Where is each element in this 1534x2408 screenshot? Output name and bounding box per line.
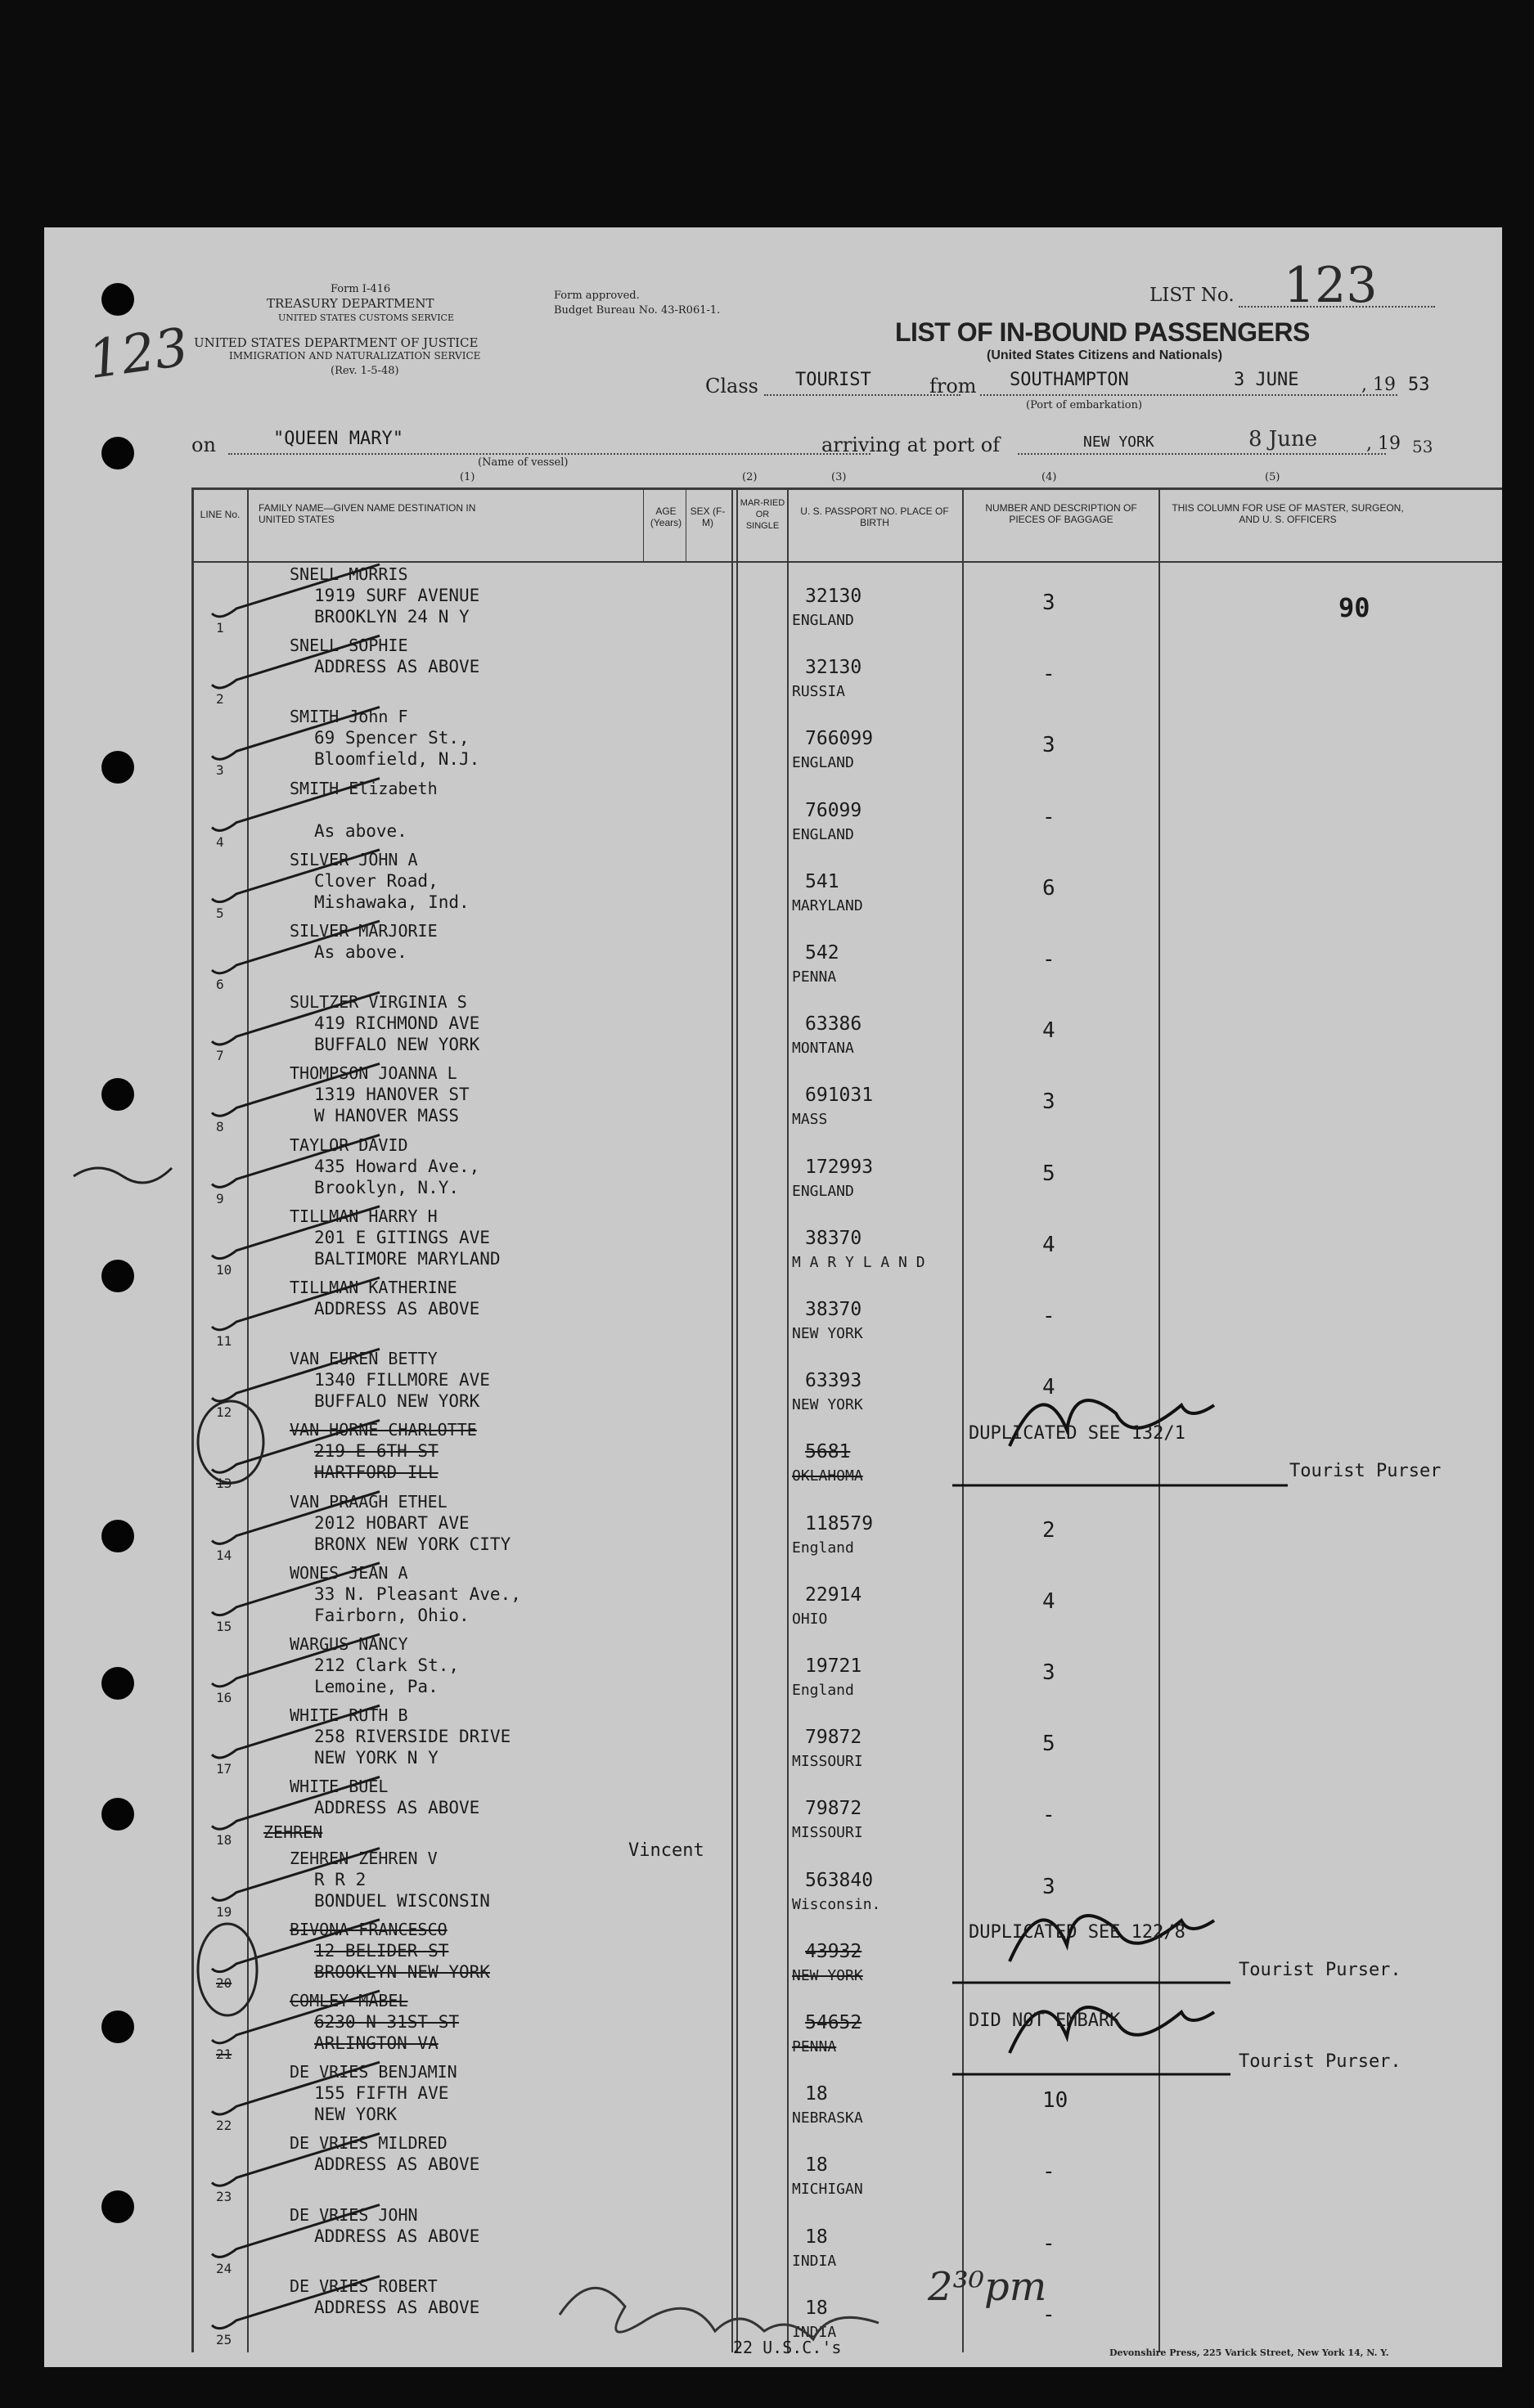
row-passenger-name: SILVER JOHN A	[290, 849, 418, 869]
row-baggage-count: -	[1042, 2159, 1055, 2185]
row-baggage-count: 3	[1042, 1089, 1055, 1115]
departure-year-prefix: , 19	[1361, 375, 1396, 395]
row-passenger-name: VAN PRAAGH ETHEL	[290, 1491, 448, 1512]
row-place-of-birth: MISSOURI	[792, 1753, 863, 1771]
arrival-date: 8 June	[1248, 427, 1318, 452]
row-place-of-birth: Wisconsin.	[792, 1895, 881, 1913]
row-place-of-birth: PENNA	[792, 968, 837, 986]
row-line-number: 5	[216, 905, 224, 921]
row-address-line-1: 1319 HANOVER ST	[314, 1085, 470, 1105]
row-passport-number: 22914	[805, 1584, 862, 1606]
row-passport-number: 38370	[805, 1227, 862, 1249]
form-title: LIST OF IN-BOUND PASSENGERS	[895, 317, 1310, 347]
row-passenger-name: SILVER MARJORIE	[290, 921, 438, 941]
margin-scribble	[74, 1168, 172, 1183]
budget-bureau: Budget Bureau No. 43-R061-1.	[554, 304, 721, 317]
row-passport-number: 18	[805, 2083, 828, 2105]
row-passenger-name: TILLMAN KATHERINE	[290, 1278, 457, 1297]
port-embarkation-caption: (Port of embarkation)	[1026, 399, 1143, 411]
list-no-value: 123	[1284, 257, 1378, 314]
row-baggage-count: 10	[1042, 2088, 1068, 2114]
row-address-line-2: ARLINGTON VA	[314, 2033, 439, 2053]
row-line-number: 9	[216, 1190, 224, 1206]
row-passenger-name: WARGUS NANCY	[290, 1634, 408, 1654]
row-passport-number: 18	[805, 2297, 828, 2319]
row-address-line-1: As above.	[314, 942, 407, 962]
row-passport-number: 541	[805, 870, 839, 892]
row-passport-number: 32130	[805, 657, 862, 679]
row-baggage-count: 3	[1042, 1874, 1055, 1899]
column-number-2: (2)	[742, 471, 758, 483]
row-check-mark	[212, 707, 380, 759]
row-check-mark	[212, 1705, 380, 1758]
header-married: MAR-RIED OR SINGLE	[740, 498, 785, 531]
row-line-number: 18	[216, 1832, 232, 1849]
row-passenger-name: ZEHREN ZEHREN V	[290, 1848, 438, 1868]
header-sex: SEX (F-M)	[690, 505, 726, 528]
row-check-mark	[212, 1063, 380, 1116]
form-sheet	[44, 227, 1502, 2367]
row-line-number: 24	[216, 2260, 232, 2276]
printer-imprint: Devonshire Press, 225 Varick Street, New York 14, N. Y.	[1109, 2347, 1389, 2358]
row-place-of-birth: MARYLAND	[792, 896, 863, 914]
row-baggage-count: 2	[1042, 1517, 1055, 1543]
row-line-number: 8	[216, 1119, 224, 1135]
row-check-mark	[212, 1206, 380, 1259]
row-passenger-name: SNELL SOPHIE	[290, 636, 408, 656]
row-place-of-birth: NEW YORK	[792, 1966, 863, 1984]
row-passenger-name: DE VRIES JOHN	[290, 2204, 418, 2225]
row-check-mark	[212, 1420, 380, 1472]
row-baggage-count: 4	[1042, 1588, 1055, 1614]
did-not-embark-note-21: DID NOT EMBARK	[969, 2010, 1121, 2031]
customs-service: UNITED STATES CUSTOMS SERVICE	[278, 312, 454, 323]
vessel-name: "QUEEN MARY"	[273, 429, 403, 449]
row-address-line-1: ADDRESS AS ABOVE	[314, 2226, 480, 2246]
header-name: FAMILY NAME—GIVEN NAME DESTINATION IN UNITED STATES	[259, 502, 476, 525]
row-line-number: 17	[216, 1761, 232, 1777]
form-number: Form I-416	[331, 283, 391, 295]
row-passenger-name: TAYLOR DAVID	[290, 1134, 408, 1155]
dept-treasury: TREASURY DEPARTMENT	[267, 296, 434, 311]
row-baggage-count: -	[1042, 947, 1055, 972]
from-value: SOUTHAMPTON	[1010, 370, 1129, 390]
arrival-year: 53	[1412, 437, 1433, 456]
zehren-struck-name: ZEHREN	[263, 1822, 323, 1842]
row-address-line-1: 219 E 6TH ST	[314, 1441, 439, 1462]
row-baggage-count: -	[1042, 662, 1055, 687]
row-passport-number: 118579	[805, 1512, 874, 1534]
class-value: TOURIST	[795, 370, 871, 390]
row-passport-number: 5681	[805, 1441, 851, 1463]
row-passport-number: 54652	[805, 2012, 862, 2033]
row-check-mark	[212, 2205, 380, 2258]
row-line-number: 21	[216, 2046, 232, 2062]
row-place-of-birth: MISSOURI	[792, 1824, 863, 1842]
row-line-number: 10	[216, 1261, 232, 1278]
row-passenger-name: BIVONA FRANCESCO	[290, 1919, 448, 1939]
row-check-mark	[212, 992, 380, 1045]
row-passenger-name: THOMPSON JOANNA L	[290, 1063, 457, 1084]
immigration-service: IMMIGRATION AND NATURALIZATION SERVICE	[229, 350, 481, 362]
row-passenger-name: SNELL MORRIS	[290, 564, 408, 584]
purser-label-13: Tourist Purser	[1289, 1461, 1442, 1481]
row-check-mark	[212, 1349, 380, 1401]
row-address-line-2: BROOKLYN NEW YORK	[314, 1961, 490, 1982]
row-baggage-count: 3	[1042, 733, 1055, 758]
row-passenger-name: SULTZER VIRGINIA S	[290, 992, 467, 1013]
row-address-line-2: HARTFORD ILL	[314, 1462, 439, 1483]
row-place-of-birth: ENGLAND	[792, 825, 854, 843]
row-address-line-2: BUFFALO NEW YORK	[314, 1391, 480, 1412]
row-place-of-birth: MASS	[792, 1111, 828, 1129]
row-place-of-birth: England	[792, 1682, 854, 1699]
row-line-number: 16	[216, 1690, 232, 1705]
row-place-of-birth: OHIO	[792, 1610, 828, 1628]
row-passport-number: 38370	[805, 1299, 862, 1320]
row-place-of-birth: NEBRASKA	[792, 2109, 863, 2127]
row-line-number: 7	[216, 1048, 224, 1064]
row-address-line-1: 435 Howard Ave.,	[314, 1156, 480, 1176]
row-passport-number: 766099	[805, 728, 874, 750]
row-address-line-1: 1919 SURF AVENUE	[314, 586, 480, 605]
row-passport-number: 18	[805, 2226, 828, 2248]
row-address-line-1: 212 Clark St.,	[314, 1656, 460, 1675]
row-place-of-birth: PENNA	[792, 2038, 837, 2055]
row-check-mark	[212, 779, 380, 831]
row-baggage-count: -	[1042, 2231, 1055, 2256]
row-passenger-name: WHITE RUTH B	[290, 1705, 408, 1726]
row-passport-number: 172993	[805, 1156, 874, 1178]
row-passport-number: 43932	[805, 1940, 862, 1962]
row-address-line-2: BONDUEL WISCONSIN	[314, 1890, 490, 1911]
row-address-line-2: BALTIMORE MARYLAND	[314, 1248, 501, 1269]
row-baggage-count: -	[1042, 2302, 1055, 2327]
row-line-number: 25	[216, 2331, 232, 2347]
row-line-number: 13	[216, 1476, 232, 1492]
zehren-given-name: Vincent	[628, 1840, 704, 1861]
row-address-line-2: Fairborn, Ohio.	[314, 1605, 470, 1625]
row-place-of-birth: NEW YORK	[792, 1325, 863, 1342]
duplicated-note-13: DUPLICATED SEE 132/1	[969, 1423, 1185, 1444]
row-line-number: 20	[216, 1974, 232, 1991]
row-passenger-name: COMLEY MABEL	[290, 1991, 408, 2010]
row-baggage-count: 5	[1042, 1161, 1055, 1186]
signature-mark	[560, 2288, 879, 2339]
row-passenger-name: SMITH John F	[290, 707, 408, 727]
row-place-of-birth: INDIA	[792, 2252, 837, 2270]
row-line-number: 11	[216, 1333, 232, 1349]
row-baggage-count: 4	[1042, 1018, 1055, 1044]
row-line-number: 22	[216, 2118, 232, 2134]
duplicated-note-20: DUPLICATED SEE 122/8	[969, 1922, 1185, 1943]
row-check-mark	[212, 1278, 380, 1330]
row-passenger-name: VAN HORNE CHARLOTTE	[290, 1420, 477, 1440]
row-passport-number: 79872	[805, 1727, 862, 1749]
row-passport-number: 63393	[805, 1370, 862, 1392]
departure-day-month: 3 JUNE	[1234, 370, 1299, 390]
row-address-line-2: NEW YORK N Y	[314, 1748, 439, 1768]
row-line-number: 19	[216, 1903, 232, 1920]
row-passenger-name: WHITE BUEL	[290, 1777, 389, 1797]
departure-year: 53	[1408, 375, 1430, 395]
row-passenger-name: DE VRIES MILDRED	[290, 2133, 448, 2154]
form-subtitle: (United States Citizens and Nationals)	[987, 348, 1223, 362]
row-baggage-count: 3	[1042, 1660, 1055, 1685]
footer-usc: 22 U.S.C.'s	[733, 2338, 842, 2357]
row-check-mark	[212, 1492, 380, 1544]
row-line-number: 12	[216, 1404, 232, 1421]
row-address-line-1: 419 RICHMOND AVE	[314, 1013, 480, 1034]
purser-label-21: Tourist Purser.	[1239, 2051, 1401, 2072]
circle-mark	[198, 1401, 263, 1483]
row-place-of-birth: MONTANA	[792, 1040, 854, 1058]
row-passport-number: 542	[805, 942, 839, 964]
row-check-mark	[212, 1135, 380, 1188]
header-line-no: LINE No.	[200, 509, 241, 520]
dept-justice: UNITED STATES DEPARTMENT OF JUSTICE	[194, 335, 479, 350]
row-place-of-birth: INDIA	[792, 2323, 837, 2341]
row-check-mark	[212, 2276, 380, 2329]
row-address-line-2: BROOKLYN 24 N Y	[314, 607, 470, 627]
header-baggage: NUMBER AND DESCRIPTION OF PIECES OF BAGGAGE	[985, 502, 1137, 525]
row-check-mark	[212, 1991, 380, 2043]
row-passport-number: 563840	[805, 1869, 874, 1891]
officer-note: 90	[1338, 592, 1370, 623]
row-passenger-name: SMITH Elizabeth	[290, 778, 438, 798]
header-officers: THIS COLUMN FOR USE OF MASTER, SURGEON, AND U. S. OFFICERS	[1172, 502, 1404, 525]
margin-list-number: 123	[84, 317, 192, 392]
row-address-line-1: ADDRESS AS ABOVE	[314, 1798, 480, 1818]
row-place-of-birth: England	[792, 1539, 854, 1557]
arrival-port: NEW YORK	[1083, 434, 1154, 451]
row-passenger-name: DE VRIES ROBERT	[290, 2275, 438, 2296]
row-address-line-1: 69 Spencer St.,	[314, 728, 470, 748]
row-address-line-1: ADDRESS AS ABOVE	[314, 2154, 480, 2175]
row-line-number: 15	[216, 1618, 232, 1634]
row-check-mark	[212, 1777, 380, 1829]
row-line-number: 23	[216, 2189, 232, 2205]
row-baggage-count: -	[1042, 1304, 1055, 1328]
row-address-line-1: Clover Road,	[314, 870, 439, 891]
row-place-of-birth: M A R Y L A N D	[792, 1253, 925, 1271]
row-address-line-2: W HANOVER MASS	[314, 1106, 460, 1126]
row-passport-number: 19721	[805, 1656, 862, 1677]
row-address-line-1: ADDRESS AS ABOVE	[314, 657, 480, 677]
row-line-number: 3	[216, 762, 224, 779]
from-label: from	[929, 375, 977, 398]
row-baggage-count: 4	[1042, 1375, 1055, 1400]
row-line-number: 14	[216, 1547, 232, 1563]
arriving-label: arriving at port of	[821, 434, 1001, 456]
row-passport-number: 691031	[805, 1085, 874, 1107]
column-number-1: (1)	[460, 471, 475, 483]
row-address-line-1: 1340 FILLMORE AVE	[314, 1370, 490, 1390]
row-check-mark	[212, 850, 380, 902]
row-address-line-2: Lemoine, Pa.	[314, 1677, 439, 1696]
row-baggage-count: 5	[1042, 1732, 1055, 1757]
row-address-line-1: 155 FIFTH AVE	[314, 2083, 449, 2104]
row-passport-number: 63386	[805, 1013, 862, 1036]
row-place-of-birth: OKLAHOMA	[792, 1467, 863, 1485]
row-place-of-birth: ENGLAND	[792, 754, 854, 772]
row-place-of-birth: ENGLAND	[792, 1182, 854, 1200]
row-check-mark	[212, 636, 380, 688]
row-address-line-1: 12 BELIDER ST	[314, 1940, 449, 1961]
row-check-mark	[212, 564, 380, 617]
row-baggage-count: 4	[1042, 1232, 1055, 1257]
on-label: on	[191, 434, 216, 456]
purser-label-20: Tourist Purser.	[1239, 1960, 1401, 1980]
row-passenger-name: VAN EUREN BETTY	[290, 1349, 438, 1369]
row-passport-number: 32130	[805, 586, 862, 607]
row-baggage-count: 6	[1042, 875, 1055, 901]
row-address-line-1: R R 2	[314, 1869, 367, 1889]
row-line-number: 4	[216, 833, 224, 850]
row-passport-number: 79872	[805, 1798, 862, 1820]
row-baggage-count: 3	[1042, 591, 1055, 615]
row-address-line-1: 33 N. Pleasant Ave.,	[314, 1584, 521, 1604]
row-address-line-1: 2012 HOBART AVE	[314, 1512, 470, 1533]
row-address-line-2: Brooklyn, N.Y.	[314, 1177, 460, 1197]
row-check-mark	[212, 2062, 380, 2114]
column-number-5: (5)	[1265, 471, 1280, 483]
row-address-line-2: NEW YORK	[314, 2105, 398, 2125]
row-place-of-birth: MICHIGAN	[792, 2181, 863, 2199]
row-address-line-2: As above.	[314, 820, 407, 841]
row-address-line-1: 6230 N 31ST ST	[314, 2012, 460, 2032]
row-address-line-1: 258 RIVERSIDE DRIVE	[314, 1727, 511, 1747]
check-marks	[44, 227, 1502, 2367]
form-revision: (Rev. 1-5-48)	[331, 365, 399, 377]
row-check-mark	[212, 1634, 380, 1687]
column-number-3: (3)	[831, 471, 847, 483]
row-line-number: 1	[216, 620, 224, 636]
row-address-line-2: Mishawaka, Ind.	[314, 892, 470, 912]
row-line-number: 2	[216, 691, 224, 708]
row-baggage-count: -	[1042, 804, 1055, 829]
form-approved: Form approved.	[554, 290, 640, 302]
row-address-line-1: ADDRESS AS ABOVE	[314, 1299, 480, 1319]
row-passport-number: 18	[805, 2154, 828, 2177]
row-passenger-name: WONES JEAN A	[290, 1562, 408, 1583]
vessel-caption: (Name of vessel)	[478, 456, 569, 469]
row-check-mark	[212, 1563, 380, 1615]
row-passenger-name: TILLMAN HARRY H	[290, 1206, 438, 1226]
row-address-line-1: ADDRESS AS ABOVE	[314, 2297, 480, 2317]
row-check-mark	[212, 1849, 380, 1901]
row-baggage-count: -	[1042, 1803, 1055, 1828]
row-address-line-2: BRONX NEW YORK CITY	[314, 1534, 511, 1554]
row-address-line-2: BUFFALO NEW YORK	[314, 1035, 480, 1055]
list-no-label: LIST No.	[1149, 285, 1235, 306]
row-passenger-name: DE VRIES BENJAMIN	[290, 2062, 457, 2082]
arrival-year-prefix: , 19	[1366, 434, 1401, 454]
row-line-number: 6	[216, 977, 224, 992]
row-address-line-2: Bloomfield, N.J.	[314, 749, 480, 770]
row-passport-number: 76099	[805, 799, 862, 821]
header-age: AGE (Years)	[650, 505, 682, 528]
class-label: Class	[705, 375, 758, 398]
column-number-4: (4)	[1041, 471, 1057, 483]
row-place-of-birth: RUSSIA	[792, 683, 846, 701]
row-address-line-1: 201 E GITINGS AVE	[314, 1227, 490, 1247]
header-passport: U. S. PASSPORT NO. PLACE OF BIRTH	[800, 505, 949, 528]
row-check-mark	[212, 921, 380, 973]
row-place-of-birth: ENGLAND	[792, 612, 854, 629]
row-check-mark	[212, 2133, 380, 2186]
row-place-of-birth: NEW YORK	[792, 1396, 863, 1414]
time-note: 2³⁰pm	[928, 2264, 1047, 2310]
